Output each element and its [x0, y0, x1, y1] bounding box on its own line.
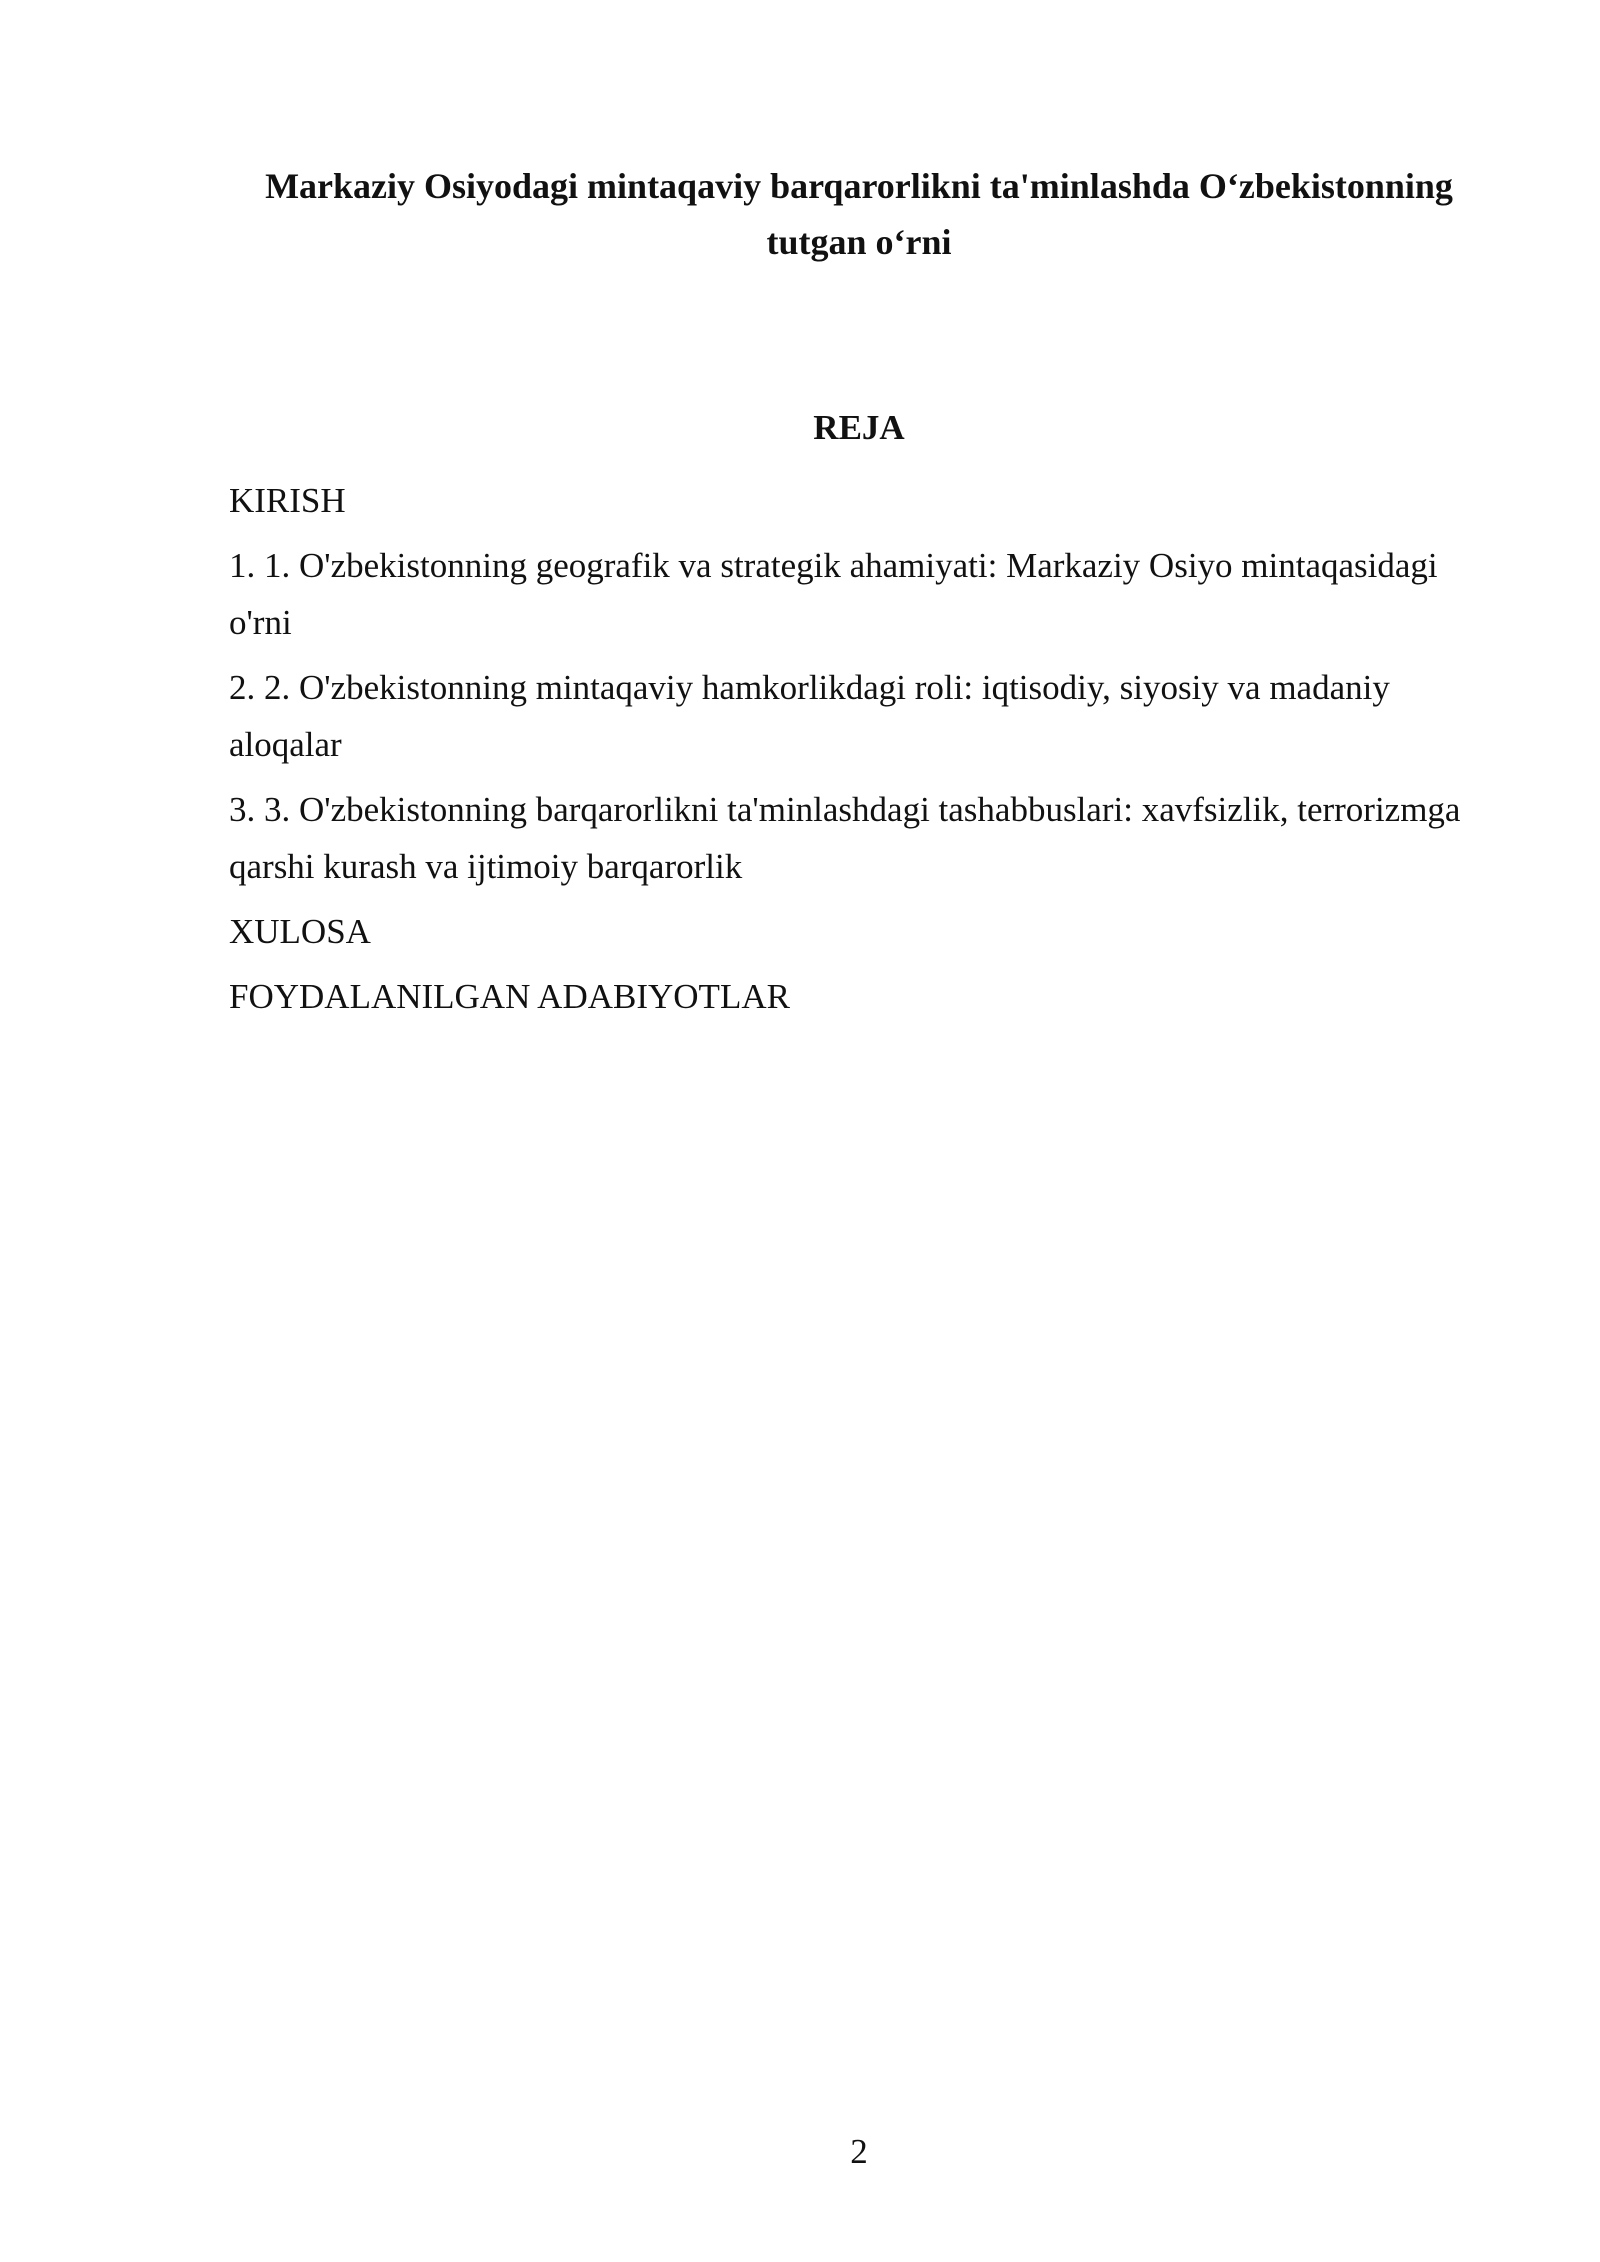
- plan-item-references: FOYDALANILGAN ADABIYOTLAR: [229, 977, 790, 1016]
- plan-item-introduction: KIRISH: [229, 481, 346, 520]
- plan-item-1: 1. 1. O'zbekistonning geografik va strategik ahamiyati: Markaziy Osiyo mintaqasidagi o'rni: [229, 546, 1438, 642]
- plan-item-conclusion: XULOSA: [229, 912, 371, 951]
- plan-item-2: 2. 2. O'zbekistonning mintaqaviy hamkorlikdagi roli: iqtisodiy, siyosiy va madaniy aloqalar: [229, 668, 1390, 764]
- page-number: 2: [850, 2132, 868, 2171]
- plan-heading: REJA: [813, 408, 905, 447]
- document-title: Markaziy Osiyodagi mintaqaviy barqarorlikni ta'minlashda O‘zbekistonning tutgan o‘rni: [265, 166, 1453, 262]
- plan-list: [229, 472, 1494, 1033]
- plan-item-3: 3. 3. O'zbekistonning barqarorlikni ta'minlashdagi tashabbuslari: xavfsizlik, terrorizmga qarshi kurash va ijtimoiy barqarorlik: [229, 790, 1461, 886]
